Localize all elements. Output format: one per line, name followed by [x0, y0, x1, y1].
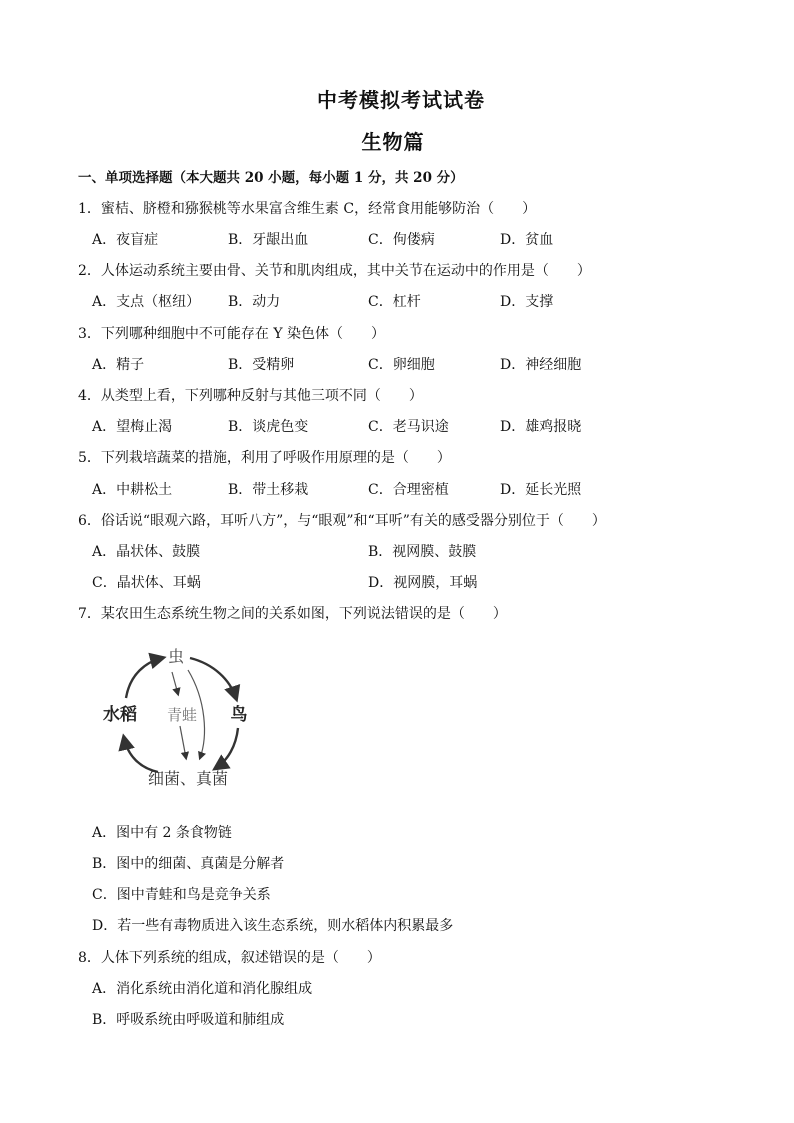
question-7-option-a: A．图中有 2 条食物链 — [92, 825, 232, 841]
question-4-stem: 4．从类型上看，下列哪种反射与其他三项不同（ ） — [78, 388, 423, 404]
question-2-option-c: C．杠杆 — [368, 294, 421, 310]
food-web-diagram — [96, 640, 266, 790]
node-bird: 鸟 — [230, 705, 248, 725]
arrow-rice-to-insect — [126, 658, 162, 698]
question-6-stem: 6．俗话说“眼观六路，耳听八方”，与“眼观”和“耳听”有关的感受器分别位于（ ） — [78, 513, 606, 529]
question-7-option-b: B．图中的细菌、真菌是分解者 — [92, 856, 285, 872]
exam-subtitle: 生物篇 — [361, 130, 425, 154]
question-3-option-a: A．精子 — [92, 357, 145, 373]
question-7-option-c: C．图中青蛙和鸟是竞争关系 — [92, 887, 271, 903]
question-3-stem: 3．下列哪种细胞中不可能存在 Y 染色体（ ） — [78, 326, 386, 342]
question-6-option-d: D．视网膜，耳蜗 — [368, 575, 478, 591]
question-1-option-b: B．牙龈出血 — [228, 232, 309, 248]
question-1-option-c: C．佝偻病 — [368, 232, 435, 248]
section-heading: 一、单项选择题（本大题共 20 小题，每小题 1 分，共 20 分） — [78, 170, 464, 186]
question-1-stem: 1．蜜桔、脐橙和猕猴桃等水果富含维生素 C，经常食用能够防治（ ） — [78, 201, 537, 217]
question-1-option-a: A．夜盲症 — [92, 232, 159, 248]
question-8-option-a: A．消化系统由消化道和消化腺组成 — [92, 981, 313, 997]
arrow-bird-to-decomposers — [216, 728, 238, 768]
question-5-option-a: A．中耕松土 — [92, 482, 173, 498]
question-5-option-d: D．延长光照 — [500, 482, 582, 498]
question-3-option-b: B．受精卵 — [228, 357, 295, 373]
arrow-frog-to-decomposers — [180, 726, 186, 758]
question-6-option-c: C．晶状体、耳蜗 — [92, 575, 201, 591]
arrow-decomposers-to-rice — [124, 738, 158, 772]
node-rice: 水稻 — [103, 705, 137, 725]
question-8-option-b: B．呼吸系统由呼吸道和肺组成 — [92, 1012, 285, 1028]
question-6-option-b: B．视网膜、鼓膜 — [368, 544, 477, 560]
question-3-option-c: C．卵细胞 — [368, 357, 435, 373]
arrow-insect-to-bird — [190, 658, 236, 698]
question-5-stem: 5．下列栽培蔬菜的措施，利用了呼吸作用原理的是（ ） — [78, 450, 451, 466]
question-5-option-b: B．带土移栽 — [228, 482, 309, 498]
node-insect: 虫 — [167, 647, 185, 666]
question-6-option-a: A．晶状体、鼓膜 — [92, 544, 201, 560]
question-4-option-c: C．老马识途 — [368, 419, 449, 435]
question-5-option-c: C．合理密植 — [368, 482, 449, 498]
arrow-insect-to-frog — [172, 672, 178, 694]
question-2-option-d: D．支撑 — [500, 294, 554, 310]
question-4-option-d: D．雄鸡报晓 — [500, 419, 582, 435]
question-2-option-a: A．支点（枢纽） — [92, 294, 201, 310]
question-8-stem: 8．人体下列系统的组成，叙述错误的是（ ） — [78, 950, 381, 966]
question-2-stem: 2．人体运动系统主要由骨、关节和肌肉组成，其中关节在运动中的作用是（ ） — [78, 263, 591, 279]
question-7-option-d: D．若一些有毒物质进入该生态系统，则水稻体内积累最多 — [92, 918, 454, 934]
question-2-option-b: B．动力 — [228, 294, 281, 310]
question-1-option-d: D．贫血 — [500, 232, 554, 248]
exam-title: 中考模拟考试试卷 — [317, 88, 485, 112]
node-decomposers: 细菌、真菌 — [147, 769, 229, 788]
node-frog: 青蛙 — [166, 706, 198, 724]
question-4-option-a: A．望梅止渴 — [92, 419, 173, 435]
question-3-option-d: D．神经细胞 — [500, 357, 582, 373]
question-4-option-b: B．谈虎色变 — [228, 419, 309, 435]
question-7-stem: 7．某农田生态系统生物之间的关系如图，下列说法错误的是（ ） — [78, 606, 507, 622]
